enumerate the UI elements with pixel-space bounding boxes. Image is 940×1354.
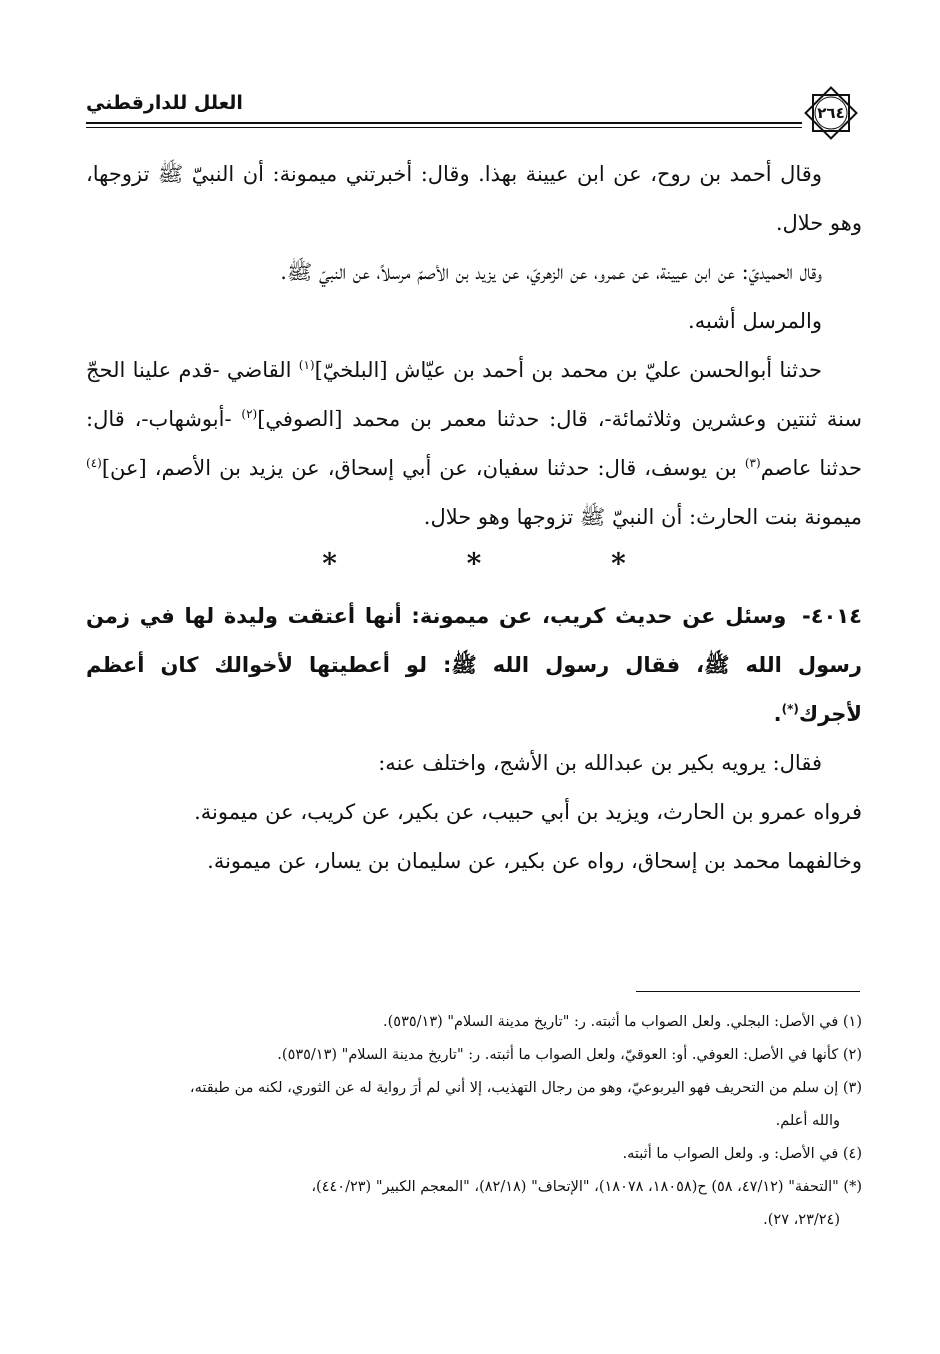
footnote-ref: (٣): [744, 456, 761, 470]
page-number-badge: [800, 82, 862, 144]
header-rule-thin: [86, 127, 802, 128]
footnote-ref: (١): [298, 358, 315, 372]
footnote: (٢) كأنها في الأصل: العوفي. أو: العوقيّ، ولعل الصواب ما أثبته. ر: "تاريخ مدينة السلام" (٥٣٥/١٣).: [277, 1047, 862, 1063]
footnote-continuation: (٢٣/٢٤، ٢٧).: [763, 1212, 840, 1228]
text-run: -أبوشهاب-، قال: حدثنا عاصم: [86, 407, 862, 480]
text-run: بن يوسف، قال: حدثنا سفيان، عن أبي إسحاق، عن يزيد بن الأصم، [عن]: [101, 456, 745, 480]
running-title: العلل للدارقطني: [86, 92, 243, 114]
section-separator: * * *: [322, 547, 686, 580]
footnote-ref: (*): [781, 702, 799, 716]
footnote: (٤) في الأصل: و. ولعل الصواب ما أثبته.: [622, 1146, 862, 1162]
footnote-ref: (٤): [86, 456, 102, 470]
footnote: (١) في الأصل: البجلي. ولعل الصواب ما أثبته. ر: "تاريخ مدينة السلام" (٥٣٥/١٣).: [383, 1014, 862, 1030]
text-run: ميمونة بنت الحارث: أن النبيّ ﷺ تزوجها وهو حلال.: [423, 505, 862, 529]
header-rule: [86, 122, 802, 124]
paragraph: وخالفهما محمد بن إسحاق، رواه عن بكير، عن سليمان بن يسار، عن ميمونة.: [207, 849, 862, 873]
paragraph: وقال أحمد بن روح، عن ابن عيينة بهذا. وقال: أخبرتني ميمونة: أن النبيّ ﷺ تزوجها، وهو حلال.: [86, 162, 862, 235]
paragraph-isnad: [86, 346, 862, 542]
paragraph: والمرسل أشبه.: [688, 309, 822, 333]
text-run: حدثنا أبوالحسن عليّ بن محمد بن أحمد بن عيّاش [البلخيّ]: [314, 358, 822, 382]
footnote-continuation: والله أعلم.: [775, 1113, 840, 1129]
footnote-ref: (٢): [241, 407, 258, 421]
footnote-divider: [636, 991, 860, 992]
question-heading: [86, 592, 862, 739]
question-text: وسئل عن حديث كريب، عن ميمونة: أنها أعتقت وليدة لها في زمن رسول الله ﷺ، فقال رسول الله ﷺ: لو أعطيتها لأخوالك كان أعظم لأجرك: [86, 604, 862, 726]
text-run: القاضي -قدم علينا الحجّ سنة ثنتين وعشرين وثلاثمائة-، قال: حدثنا معمر بن محمد [الصوفي]: [86, 358, 863, 431]
page-number: ٢٦٤: [817, 104, 845, 122]
paragraph: وقال الحميديّ: عن ابن عيينة، عن عمرو، عن الزهريّ، عن يزيد بن الأصمّ مرسلاً، عن النبيّ ﷺ.: [280, 260, 822, 284]
footnote: (*) "التحفة" (٤٧/١٢، ٥٨) ح(١٨٠٥٨، ١٨٠٧٨)، "الإتحاف" (٨٢/١٨)، "المعجم الكبير" (٤٤٠/٢٣)،: [311, 1179, 862, 1195]
paragraph: فرواه عمرو بن الحارث، ويزيد بن أبي حبيب، عن بكير، عن كريب، عن ميمونة.: [194, 800, 862, 824]
page-header: [86, 88, 862, 138]
footnote: (٣) إن سلم من التحريف فهو اليربوعيّ، وهو من رجال التهذيب، إلا أني لم أرَ رواية له عن الثوري، لكنه من طبقته،: [189, 1080, 862, 1096]
main-text: [86, 150, 862, 886]
question-number: ٤٠١٤-: [802, 604, 862, 628]
footnotes: [80, 1006, 862, 1237]
paragraph: فقال: يرويه بكير بن عبدالله بن الأشج، واختلف عنه:: [378, 751, 822, 775]
question-end: .: [773, 702, 782, 726]
